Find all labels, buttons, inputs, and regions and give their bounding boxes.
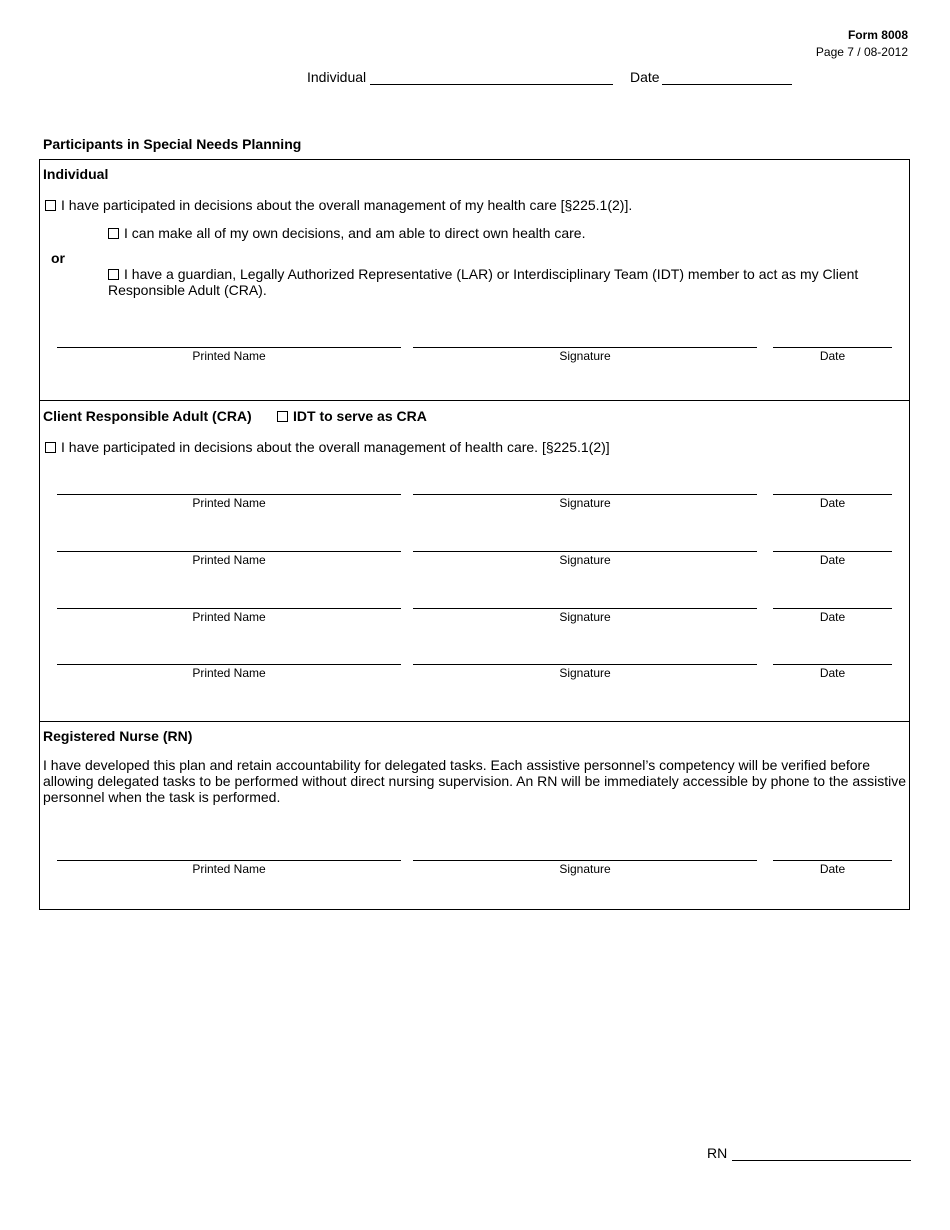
signature-label: Signature [559,553,611,567]
signature-label: Signature [559,862,611,876]
rn-initials-field[interactable] [732,1144,911,1161]
printed-name-label: Printed Name [192,553,266,567]
guardian-label: I have a guardian, Legally Authorized Representative (LAR) or Interdisciplinary Team (IDT) member to act as my Client Responsible Adult (CRA). [108,266,859,298]
signature-line[interactable] [413,860,757,861]
cra-participated-checkbox[interactable] [45,442,56,453]
date-line[interactable] [773,551,892,552]
printed-name-label: Printed Name [192,349,266,363]
signature-line[interactable] [413,551,757,552]
guardian-row [108,266,878,298]
idt-option-row [277,408,427,424]
individual-participated-row [45,197,632,213]
date-line[interactable] [773,608,892,609]
signature-label: Signature [559,666,611,680]
rn-heading: Registered Nurse (RN) [43,728,193,744]
section-divider [40,400,909,401]
cra-participated-label: I have participated in decisions about the overall management of health care. [§225.1(2)] [61,439,610,455]
printed-name-line[interactable] [57,608,401,609]
printed-name-line[interactable] [57,664,401,665]
printed-name-line[interactable] [57,347,401,348]
printed-name-line[interactable] [57,551,401,552]
rn-initials-label: RN [707,1145,728,1161]
individual-participated-label: I have participated in decisions about the overall management of my health care [§225.1(2)]. [61,197,633,213]
individual-heading: Individual [43,166,109,182]
individual-name-field[interactable] [370,68,613,85]
idt-checkbox[interactable] [277,411,288,422]
cra-heading: Client Responsible Adult (CRA) [43,408,252,424]
signature-label: Signature [559,349,611,363]
rn-statement: I have developed this plan and retain accountability for delegated tasks. Each assistive personnel’s competency will be verified before allowing delegated tasks to be performed without direct nursing supervision. An RN will be immediately accessible by phone to the assistive personnel when the task is performed. [43,757,907,805]
printed-name-label: Printed Name [192,610,266,624]
guardian-checkbox[interactable] [108,269,119,280]
section-divider [40,721,909,722]
signature-line[interactable] [413,347,757,348]
page-title: Participants in Special Needs Planning [43,136,302,152]
printed-name-line[interactable] [57,494,401,495]
date-sig-label: Date [819,610,846,624]
date-sig-label: Date [819,862,846,876]
form-number: Form 8008 [847,28,908,42]
date-sig-label: Date [819,496,846,510]
date-sig-label: Date [819,553,846,567]
date-sig-label: Date [819,666,846,680]
individual-participated-checkbox[interactable] [45,200,56,211]
own-decisions-row [108,225,585,241]
date-line[interactable] [773,664,892,665]
printed-name-label: Printed Name [192,666,266,680]
cra-participated-row [45,439,610,455]
date-field[interactable] [662,68,792,85]
participants-table [39,159,910,910]
page-info: Page 7 / 08-2012 [815,45,908,59]
date-line[interactable] [773,347,892,348]
or-label: or [51,250,65,266]
individual-label: Individual [307,69,367,85]
printed-name-label: Printed Name [192,862,266,876]
printed-name-label: Printed Name [192,496,266,510]
signature-line[interactable] [413,664,757,665]
signature-label: Signature [559,610,611,624]
own-decisions-label: I can make all of my own decisions, and am able to direct own health care. [124,225,586,241]
signature-line[interactable] [413,494,757,495]
date-sig-label: Date [819,349,846,363]
date-label: Date [630,69,660,85]
date-line[interactable] [773,494,892,495]
idt-option-label: IDT to serve as CRA [293,408,427,424]
own-decisions-checkbox[interactable] [108,228,119,239]
signature-line[interactable] [413,608,757,609]
date-line[interactable] [773,860,892,861]
printed-name-line[interactable] [57,860,401,861]
signature-label: Signature [559,496,611,510]
